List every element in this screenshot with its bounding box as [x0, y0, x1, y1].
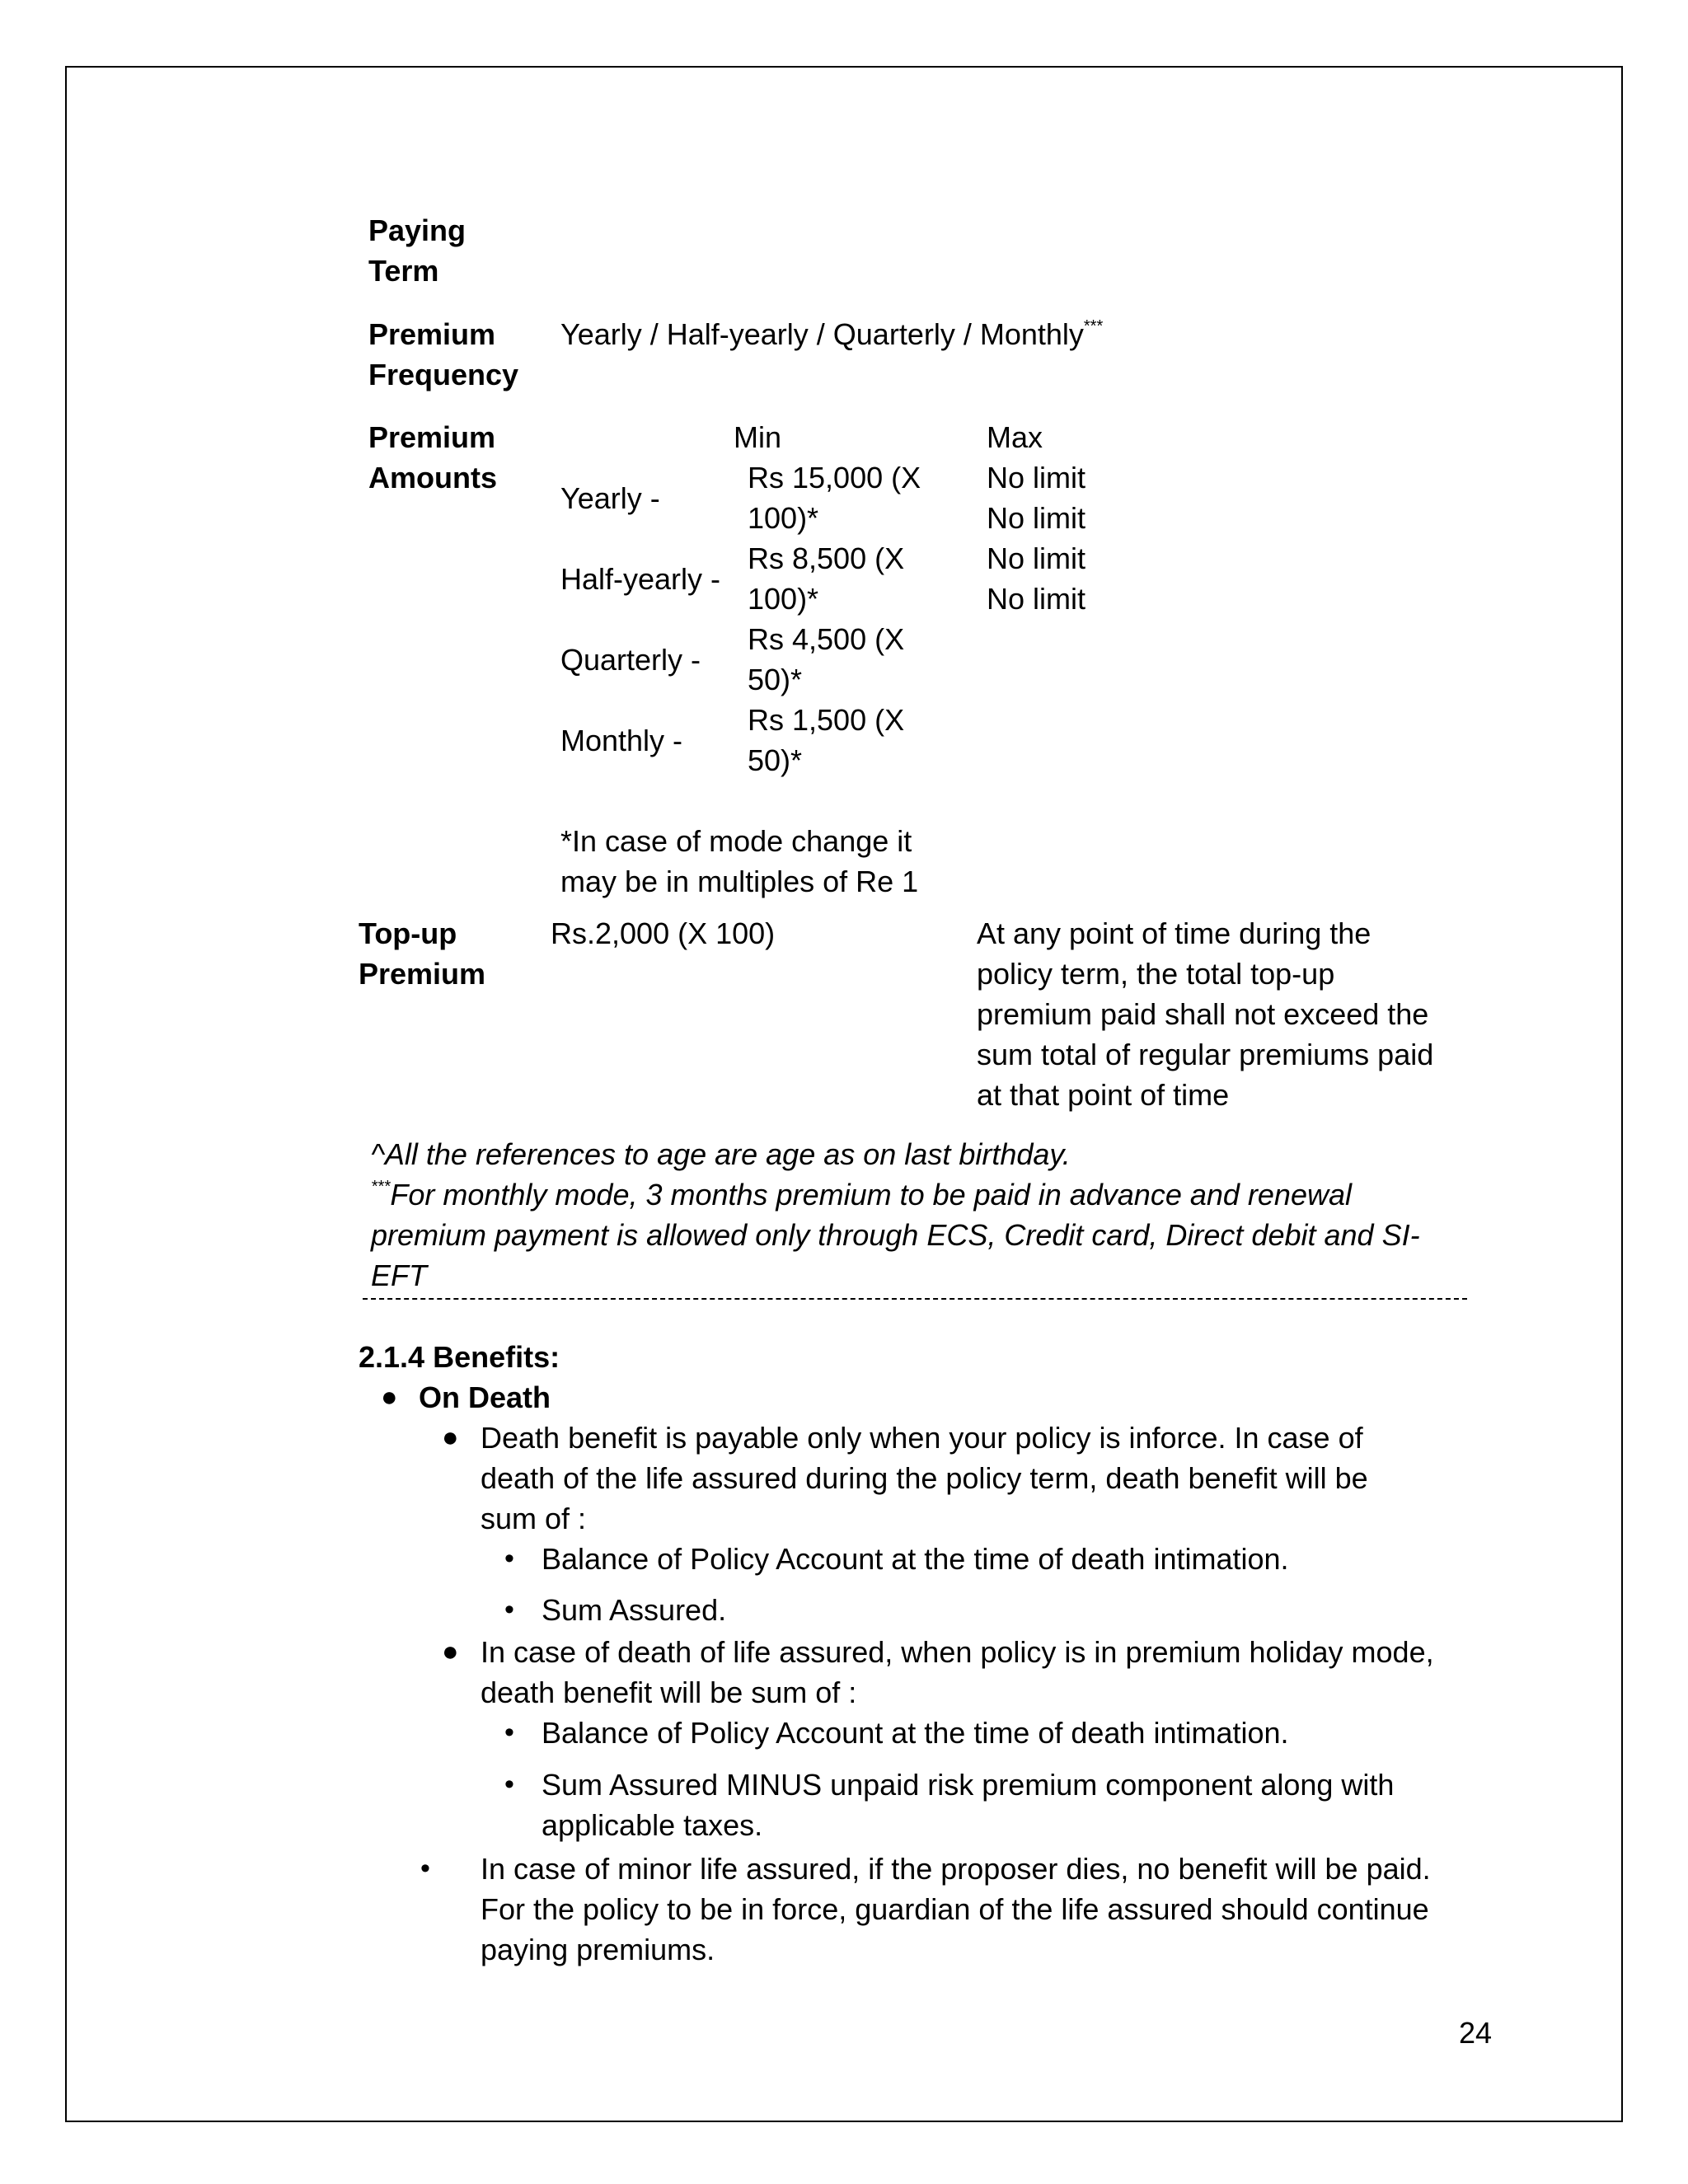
max-header: Max — [987, 420, 1043, 454]
benefit-subitem: applicable taxes. — [542, 1808, 763, 1842]
benefit-text: For the policy to be in force, guardian of the life assured should continue — [481, 1892, 1429, 1926]
benefit-subitem: Balance of Policy Account at the time of death intimation. — [542, 1542, 1289, 1576]
benefit-text: death benefit will be sum of : — [481, 1675, 857, 1709]
premium-frequency-label: Frequency — [368, 358, 519, 391]
topup-label: Top-up — [359, 916, 457, 950]
premium-frequency-value: Yearly / Half-yearly / Quarterly / Monthly*** — [560, 317, 1104, 351]
monthly-footnote: ***For monthly mode, 3 months premium to be paid in advance and renewal — [371, 1178, 1352, 1212]
min-amount: 100)* — [748, 582, 819, 616]
bullet-icon: • — [504, 1543, 514, 1574]
mode-change-note: may be in multiples of Re 1 — [560, 865, 919, 898]
benefit-subitem: Sum Assured. — [542, 1593, 727, 1627]
bullet-icon: • — [504, 1717, 514, 1748]
mode-change-note: *In case of mode change it — [560, 824, 912, 858]
min-amount: 100)* — [748, 501, 819, 535]
mode-label: Yearly - — [560, 481, 660, 515]
monthly-footnote: EFT — [371, 1258, 427, 1292]
premium-frequency-label: Premium — [368, 317, 496, 351]
min-amount: 50)* — [748, 663, 803, 696]
min-amount: 50)* — [748, 743, 803, 777]
section-heading: 2.1.4 Benefits: — [359, 1340, 560, 1374]
page-number: 24 — [1459, 2016, 1493, 2050]
premium-amounts-label: Amounts — [368, 461, 497, 494]
min-header: Min — [734, 420, 782, 454]
benefit-text: In case of minor life assured, if the proposer dies, no benefit will be paid. — [481, 1852, 1431, 1886]
min-amount: Rs 8,500 (X — [748, 541, 905, 575]
min-amount: Rs 15,000 (X — [748, 461, 921, 494]
bullet-icon: ● — [442, 1422, 459, 1453]
max-amount: No limit — [987, 541, 1086, 575]
monthly-footnote: premium payment is allowed only through ECS, Credit card, Direct debit and SI- — [371, 1218, 1420, 1252]
bullet-icon: ● — [442, 1636, 459, 1667]
benefit-text: In case of death of life assured, when policy is in premium holiday mode, — [481, 1635, 1434, 1669]
premium-amounts-label: Premium — [368, 420, 496, 454]
topup-max: premium paid shall not exceed the — [977, 997, 1429, 1031]
footnote-marker: *** — [371, 1178, 391, 1196]
bullet-icon: • — [420, 1853, 430, 1884]
paying-term-label: Paying — [368, 213, 467, 247]
page-border — [65, 66, 1623, 2122]
max-amount: No limit — [987, 501, 1086, 535]
topup-max: at that point of time — [977, 1078, 1230, 1112]
bullet-icon: ● — [381, 1381, 398, 1413]
min-amount: Rs 1,500 (X — [748, 703, 905, 737]
bullet-icon: • — [504, 1769, 514, 1800]
topup-max: At any point of time during the — [977, 916, 1372, 950]
dashed-divider — [363, 1298, 1467, 1300]
topup-min: Rs.2,000 (X 100) — [551, 916, 776, 950]
topup-label: Premium — [359, 957, 486, 991]
on-death-heading: On Death — [419, 1380, 551, 1414]
mode-label: Monthly - — [560, 724, 683, 757]
paying-term-label: Term — [368, 254, 439, 288]
mode-label: Quarterly - — [560, 643, 701, 677]
min-amount: Rs 4,500 (X — [748, 622, 905, 656]
topup-max: policy term, the total top-up — [977, 957, 1335, 991]
benefit-text: sum of : — [481, 1502, 587, 1535]
benefit-text: death of the life assured during the policy term, death benefit will be — [481, 1461, 1368, 1495]
age-footnote: ^All the references to age are age as on last birthday. — [371, 1137, 1071, 1171]
footnote-marker: *** — [1083, 317, 1104, 335]
topup-max: sum total of regular premiums paid — [977, 1038, 1434, 1071]
benefit-subitem: Sum Assured MINUS unpaid risk premium component along with — [542, 1768, 1395, 1802]
mode-label: Half-yearly - — [560, 562, 721, 596]
benefit-subitem: Balance of Policy Account at the time of death intimation. — [542, 1716, 1289, 1750]
benefit-text: paying premiums. — [481, 1933, 715, 1966]
benefit-text: Death benefit is payable only when your policy is inforce. In case of — [481, 1421, 1363, 1455]
max-amount: No limit — [987, 461, 1086, 494]
max-amount: No limit — [987, 582, 1086, 616]
bullet-icon: • — [504, 1594, 514, 1625]
